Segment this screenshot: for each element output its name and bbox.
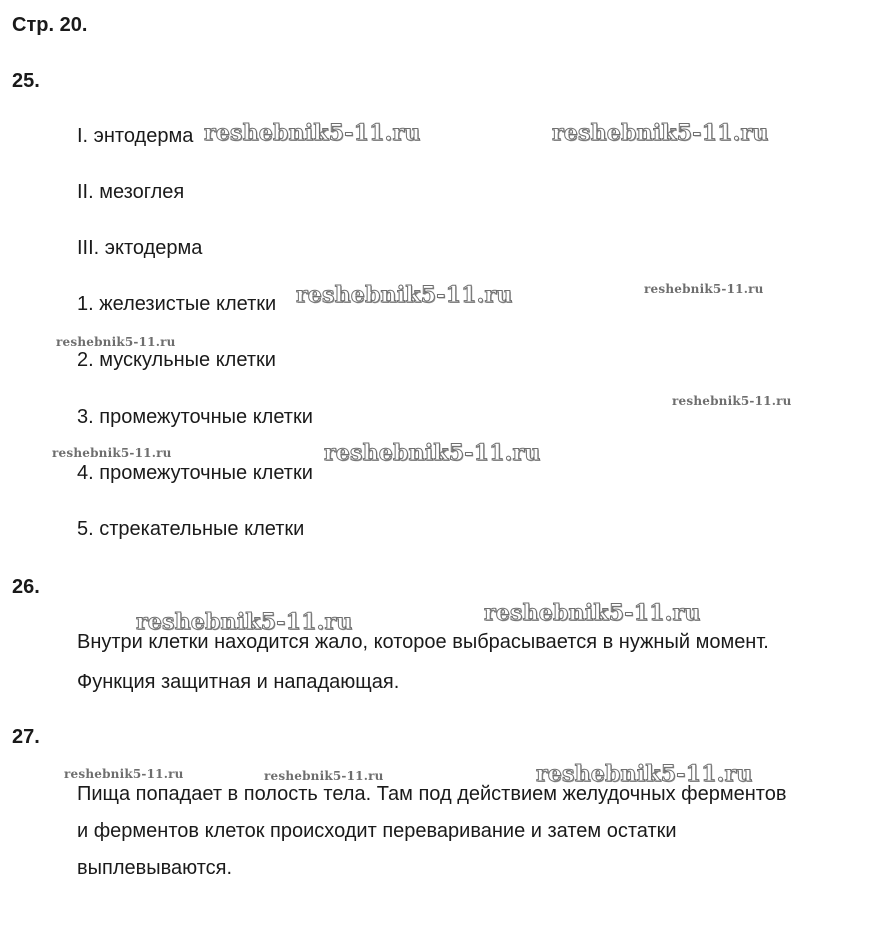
watermark: reshebnik5-11.ru xyxy=(672,394,792,408)
watermark: reshebnik5-11.ru xyxy=(552,120,769,146)
task-25-line-8: 5. стрекательные клетки xyxy=(77,518,305,540)
watermark: reshebnik5-11.ru xyxy=(64,767,184,781)
watermark: reshebnik5-11.ru xyxy=(296,282,513,308)
watermark: reshebnik5-11.ru xyxy=(644,282,764,296)
task-25-line-4: 1. железистые клетки xyxy=(77,293,277,315)
watermark: reshebnik5-11.ru xyxy=(264,769,384,783)
watermark: reshebnik5-11.ru xyxy=(324,440,541,466)
task-27-line-1: Пища попадает в полость тела. Там под действием желудочных ферментов xyxy=(77,783,787,805)
task-26-line-1: Внутри клетки находится жало, которое выбрасывается в нужный момент. xyxy=(77,631,769,653)
task-25-line-3: III. эктодерма xyxy=(77,237,203,259)
task-26-line-2: Функция защитная и нападающая. xyxy=(77,671,400,693)
watermark: reshebnik5-11.ru xyxy=(56,335,176,349)
watermark: reshebnik5-11.ru xyxy=(484,600,701,626)
watermark: reshebnik5-11.ru xyxy=(536,761,753,787)
task-25-line-5: 2. мускульные клетки xyxy=(77,349,276,371)
task-27-line-2: и ферментов клеток происходит переваривание и затем остатки xyxy=(77,820,677,842)
page-heading: Стр. 20. xyxy=(12,14,88,36)
task-25-line-1: I. энтодерма xyxy=(77,125,194,147)
task-number-25: 25. xyxy=(12,70,40,92)
watermark: reshebnik5-11.ru xyxy=(204,120,421,146)
task-25-line-6: 3. промежуточные клетки xyxy=(77,406,313,428)
watermark: reshebnik5-11.ru xyxy=(136,609,353,635)
task-number-26: 26. xyxy=(12,576,40,598)
task-number-27: 27. xyxy=(12,726,40,748)
watermark: reshebnik5-11.ru xyxy=(52,446,172,460)
task-25-line-7: 4. промежуточные клетки xyxy=(77,462,313,484)
task-27-line-3: выплевываются. xyxy=(77,857,233,879)
task-25-line-2: II. мезоглея xyxy=(77,181,185,203)
